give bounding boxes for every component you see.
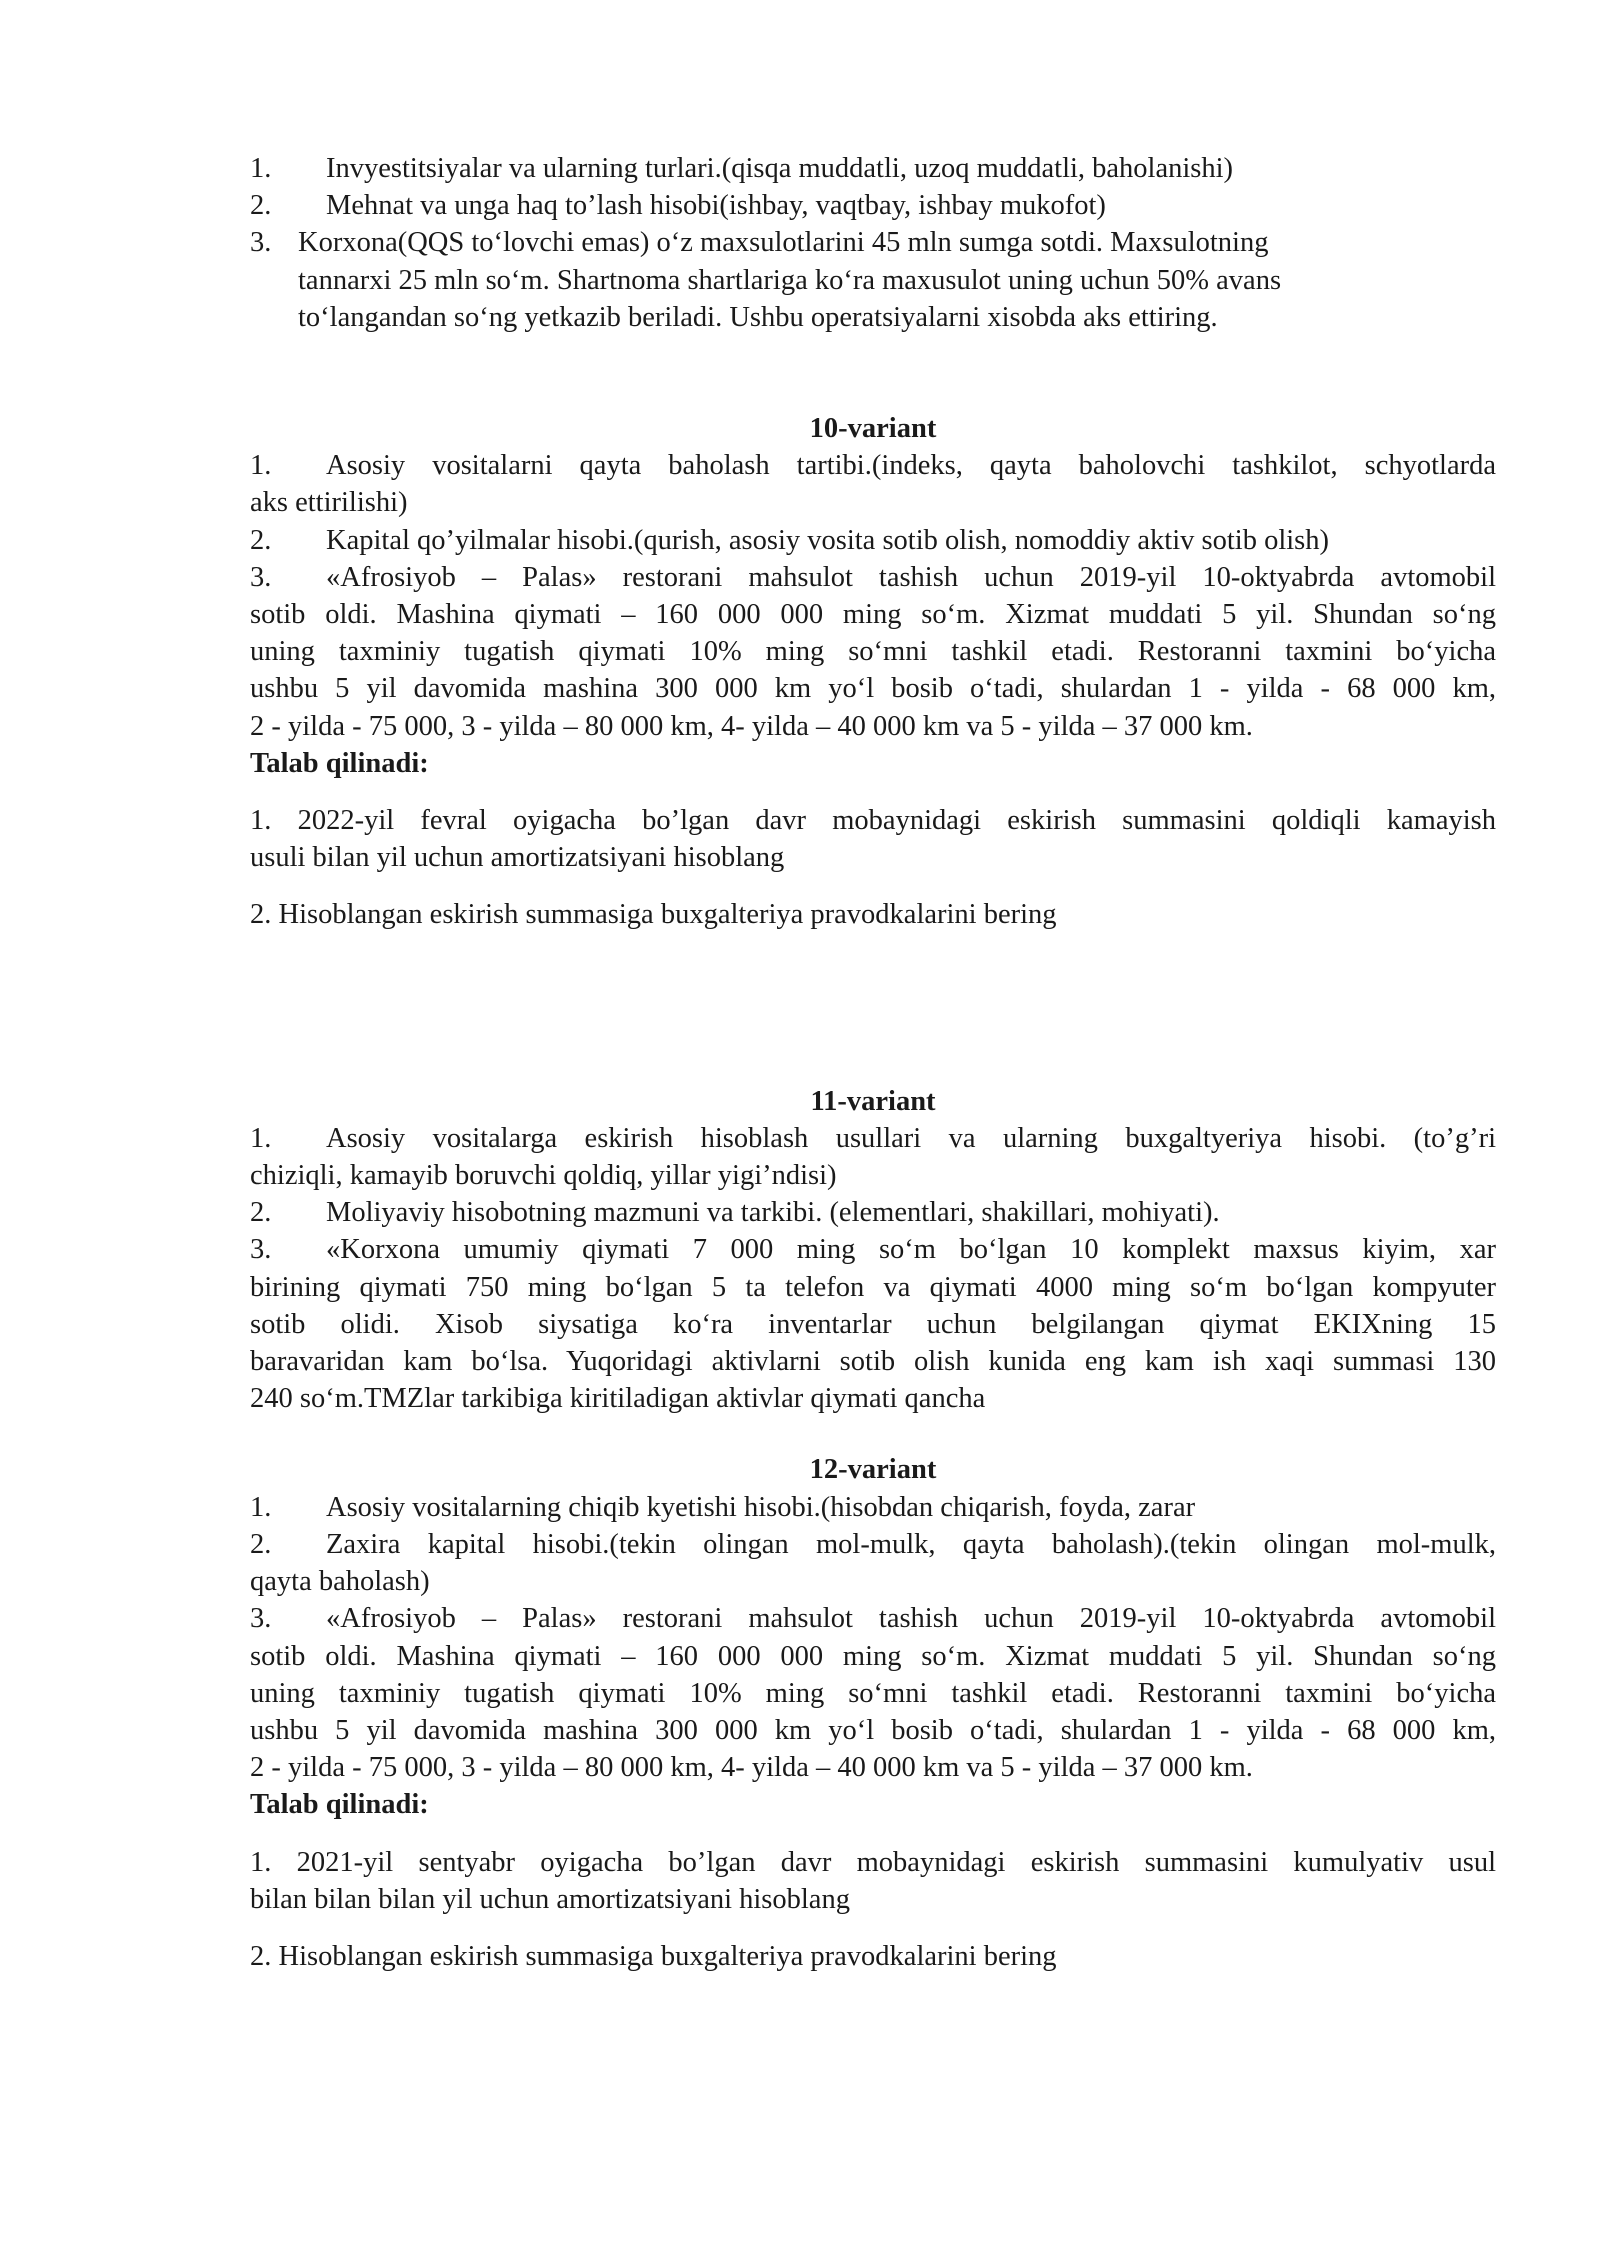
- task-text-continued: bilan bilan bilan yil uchun amortizatsiyani hisoblang: [250, 1883, 850, 1915]
- item-number: 3.: [250, 227, 272, 259]
- required-label: Talab qilinadi:: [250, 1789, 429, 1821]
- item-number: 1.: [250, 1491, 272, 1523]
- variant-12-section: [250, 1451, 1496, 1975]
- list-item: [250, 187, 1496, 224]
- task-text: 1. 2021-yil sentyabr oyigacha bo’lgan davr mobaynidagi eskirish summasini kumulyativ usul: [250, 1846, 1496, 1878]
- variant-10-section: [250, 410, 1496, 934]
- item-text: Mehnat va unga haq to’lash hisobi(ishbay, vaqtbay, ishbay mukofot): [326, 190, 1106, 222]
- list-item: [250, 522, 1496, 559]
- item-number: 2.: [250, 190, 272, 222]
- item-text: Asosiy vositalarning chiqib kyetishi hisobi.(hisobdan chiqarish, foyda, zarar: [326, 1491, 1196, 1523]
- list-item: [250, 1231, 1496, 1268]
- item-text: Korxona(QQS to‘lovchi emas) o‘z maxsulotlarini 45 mln sumga sotdi. Maxsulotning: [298, 227, 1269, 259]
- item-number: 2.: [250, 524, 272, 556]
- item-text-continued: uning taxminiy tugatish qiymati 10% ming so‘mni tashkil etadi. Restoranni taxmini bo‘yicha: [250, 1677, 1496, 1709]
- item-text-continued: chiziqli, kamayib boruvchi qoldiq, yillar yigi’ndisi): [250, 1160, 837, 1192]
- item-text-continued: 2 - yilda - 75 000, 3 - yilda – 80 000 km, 4- yilda – 40 000 km va 5 - yilda – 37 000 km.: [250, 1752, 1253, 1784]
- item-number: 2.: [250, 1197, 272, 1229]
- item-text: Kapital qo’yilmalar hisobi.(qurish, asosiy vosita sotib olish, nomoddiy aktiv sotib olish): [326, 524, 1329, 556]
- task-text-continued: usuli bilan yil uchun amortizatsiyani hisoblang: [250, 842, 785, 874]
- task-text: 1. 2022-yil fevral oyigacha bo’lgan davr mobaynidagi eskirish summasini qoldiqli kamayish: [250, 805, 1496, 837]
- item-text: Zaxira kapital hisobi.(tekin olingan mol-mulk, qayta baholash).(tekin olingan mol-mulk,: [326, 1528, 1496, 1560]
- list-item: [250, 1194, 1496, 1231]
- item-number: 3.: [250, 561, 272, 593]
- item-number: 3.: [250, 1234, 272, 1266]
- list-item: [250, 150, 1496, 187]
- variant-11-section: [250, 1083, 1496, 1418]
- variant-title: 10-variant: [809, 413, 937, 445]
- item-text: «Afrosiyob – Palas» restorani mahsulot tashish uchun 2019-yil 10-oktyabrda avtomobil: [326, 561, 1496, 593]
- item-text-continued: uning taxminiy tugatish qiymati 10% ming so‘mni tashkil etadi. Restoranni taxmini bo‘yicha: [250, 636, 1496, 668]
- item-text-continued: sotib olidi. Xisob siysatiga ko‘ra inventarlar uchun belgilangan qiymat EKIXning 15: [250, 1308, 1496, 1340]
- item-text-continued: tannarxi 25 mln so‘m. Shartnoma shartlariga ko‘ra maxusulot uning uchun 50% avans: [298, 264, 1282, 296]
- item-number: 2.: [250, 1528, 272, 1560]
- required-label: Talab qilinadi:: [250, 747, 429, 779]
- list-item: [250, 224, 1496, 261]
- item-text-continued: qayta baholash): [250, 1566, 430, 1598]
- task-text: 2. Hisoblangan eskirish summasiga buxgalteriya pravodkalarini bering: [250, 899, 1057, 931]
- item-text: «Korxona umumiy qiymati 7 000 ming so‘m bo‘lgan 10 komplekt maxsus kiyim, xar: [326, 1234, 1496, 1266]
- item-text-continued: birining qiymati 750 ming bo‘lgan 5 ta telefon va qiymati 4000 ming so‘m bo‘lgan kompyuter: [250, 1271, 1496, 1303]
- list-item: [250, 1600, 1496, 1637]
- variant-title: 11-variant: [810, 1085, 936, 1117]
- item-number: 1.: [250, 1122, 272, 1154]
- list-item: [250, 1526, 1496, 1563]
- item-text-continued: aks ettirilishi): [250, 487, 408, 519]
- list-item: [250, 1489, 1496, 1526]
- item-text-continued: 2 - yilda - 75 000, 3 - yilda – 80 000 km, 4- yilda – 40 000 km va 5 - yilda – 37 000 km.: [250, 710, 1253, 742]
- item-text-continued: sotib oldi. Mashina qiymati – 160 000 000 ming so‘m. Xizmat muddati 5 yil. Shundan so‘ng: [250, 1640, 1496, 1672]
- item-text: Asosiy vositalarga eskirish hisoblash usullari va ularning buxgaltyeriya hisobi. (to’g’ri: [326, 1122, 1496, 1154]
- intro-list: [250, 150, 1496, 336]
- item-text-continued: baravaridan kam bo‘lsa. Yuqoridagi aktivlarni sotib olish kunida eng kam ish xaqi summasi 130: [250, 1346, 1496, 1378]
- list-item: [250, 559, 1496, 596]
- item-text: Asosiy vositalarni qayta baholash tartibi.(indeks, qayta baholovchi tashkilot, schyotlarda: [326, 450, 1496, 482]
- task-text: 2. Hisoblangan eskirish summasiga buxgalteriya pravodkalarini bering: [250, 1940, 1057, 1972]
- item-text-continued: sotib oldi. Mashina qiymati – 160 000 000 ming so‘m. Xizmat muddati 5 yil. Shundan so‘ng: [250, 599, 1496, 631]
- list-item: [250, 1120, 1496, 1157]
- item-text: «Afrosiyob – Palas» restorani mahsulot tashish uchun 2019-yil 10-oktyabrda avtomobil: [326, 1603, 1496, 1635]
- item-text-continued: ushbu 5 yil davomida mashina 300 000 km yo‘l bosib o‘tadi, shulardan 1 - yilda - 68 000 km,: [250, 1714, 1496, 1746]
- item-text-continued: ushbu 5 yil davomida mashina 300 000 km yo‘l bosib o‘tadi, shulardan 1 - yilda - 68 000 km,: [250, 673, 1496, 705]
- list-item: [250, 447, 1496, 484]
- item-text-continued: 240 so‘m.TMZlar tarkibiga kiritiladigan aktivlar qiymati qancha: [250, 1383, 986, 1415]
- item-text-continued: to‘langandan so‘ng yetkazib beriladi. Ushbu operatsiyalarni xisobda aks ettiring.: [298, 301, 1218, 333]
- item-number: 1.: [250, 153, 272, 184]
- item-text: Moliyaviy hisobotning mazmuni va tarkibi. (elementlari, shakillari, mohiyati).: [326, 1197, 1220, 1229]
- document-page: [250, 150, 1496, 1975]
- item-number: 3.: [250, 1603, 272, 1635]
- variant-title: 12-variant: [809, 1454, 937, 1486]
- item-number: 1.: [250, 450, 272, 482]
- item-text: Invyestitsiyalar va ularning turlari.(qisqa muddatli, uzoq muddatli, baholanishi): [326, 153, 1234, 184]
